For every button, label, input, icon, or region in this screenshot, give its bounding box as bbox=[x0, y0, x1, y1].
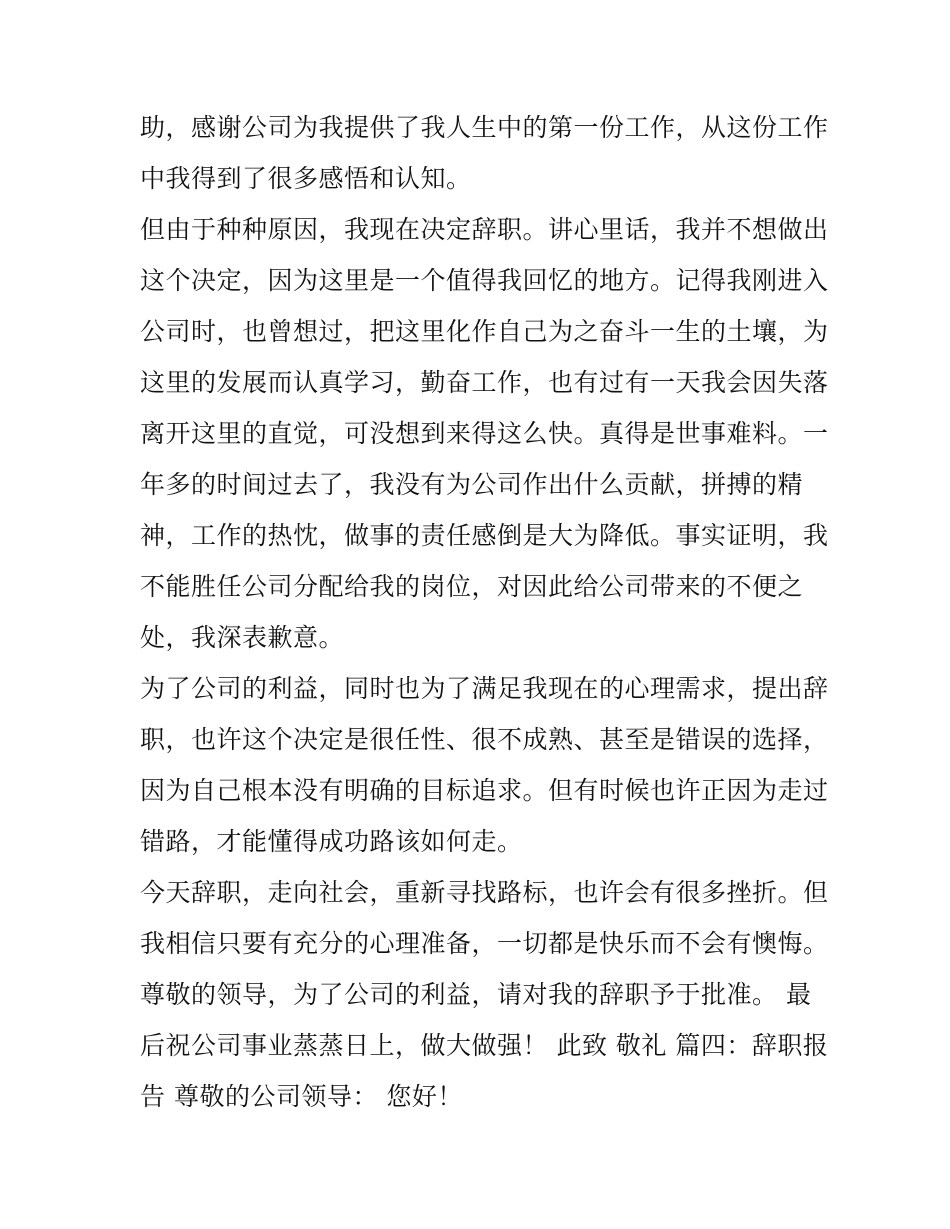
letter-body bbox=[140, 102, 829, 1122]
text-line: 为了公司的利益，同时也为了满足我现在的心理需求，提出辞 bbox=[140, 674, 829, 703]
text-line: 离开这里的直觉，可没想到来得这么快。真得是世事难料。一 bbox=[140, 419, 829, 448]
text-line: 中我得到了很多感悟和认知。 bbox=[140, 164, 472, 193]
text-line: 尊敬的领导，为了公司的利益，请对我的辞职予于批准。 最 bbox=[140, 980, 812, 1009]
text-line: 职，也许这个决定是很任性、很不成熟、甚至是错误的选择， bbox=[140, 725, 829, 754]
text-line: 后祝公司事业蒸蒸日上，做大做强！ 此致 敬礼 篇四：辞职报 bbox=[140, 1031, 829, 1060]
text-line: 但由于种种原因，我现在决定辞职。讲心里话，我并不想做出 bbox=[140, 215, 829, 244]
text-line: 年多的时间过去了，我没有为公司作出什么贡献，拼搏的精 bbox=[140, 470, 804, 499]
text-line: 神，工作的热忱，做事的责任感倒是大为降低。事实证明，我 bbox=[140, 521, 829, 550]
text-line: 助，感谢公司为我提供了我人生中的第一份工作，从这份工作 bbox=[140, 113, 829, 142]
text-line: 这里的发展而认真学习，勤奋工作，也有过有一天我会因失落 bbox=[140, 368, 829, 397]
text-line: 不能胜任公司分配给我的岗位，对因此给公司带来的不便之 bbox=[140, 572, 804, 601]
text-line: 公司时，也曾想过，把这里化作自己为之奋斗一生的土壤，为 bbox=[140, 317, 829, 346]
text-line: 告 尊敬的公司领导： 您好！ bbox=[140, 1082, 463, 1111]
text-line: 今天辞职，走向社会，重新寻找路标，也许会有很多挫折。但 bbox=[140, 878, 829, 907]
text-line: 因为自己根本没有明确的目标追求。但有时候也许正因为走过 bbox=[140, 776, 829, 805]
text-line: 我相信只要有充分的心理准备，一切都是快乐而不会有懊悔。 bbox=[140, 929, 829, 958]
text-line: 处，我深表歉意。 bbox=[140, 623, 345, 652]
text-line: 错路，才能懂得成功路该如何走。 bbox=[140, 827, 523, 856]
text-line: 这个决定，因为这里是一个值得我回忆的地方。记得我刚进入 bbox=[140, 266, 829, 295]
